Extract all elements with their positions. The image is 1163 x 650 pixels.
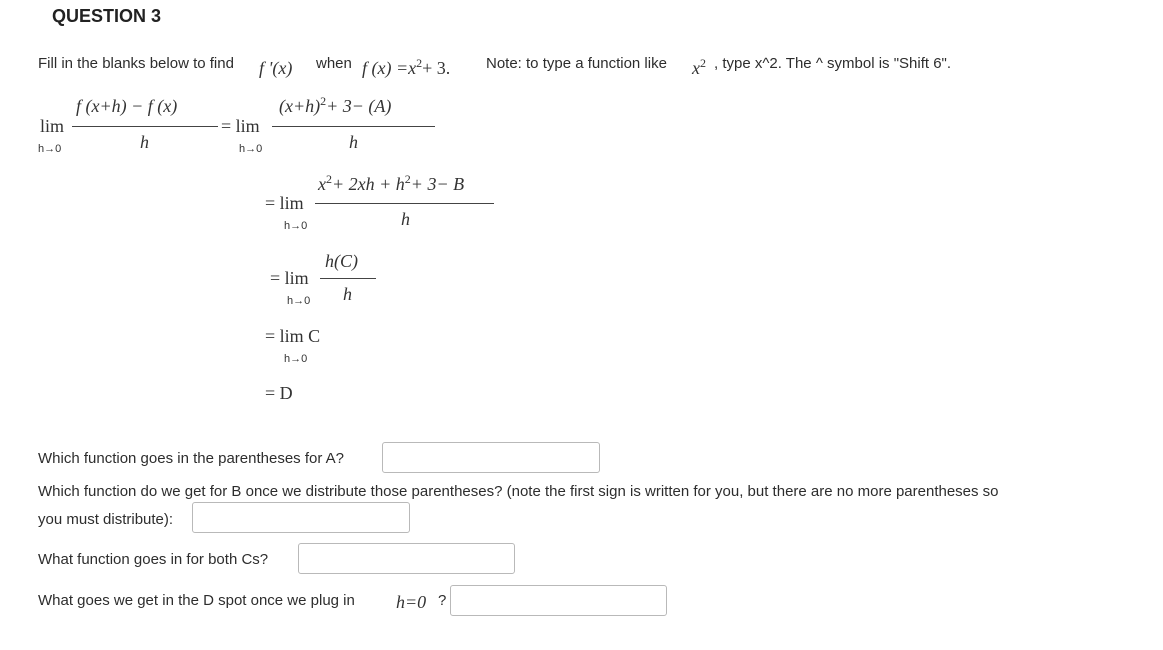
step3-numerator: h(C) xyxy=(325,251,358,271)
instruction-note-tail: , type x^2. The ^ symbol is "Shift 6". xyxy=(714,55,952,72)
difference-quotient-numerator: f (x+h) − f (x) xyxy=(76,96,178,116)
step1-numerator xyxy=(279,96,391,117)
instruction-function xyxy=(362,58,450,79)
example-x: x xyxy=(692,58,700,78)
step2-x: x xyxy=(318,174,326,194)
limit-lim-3: = lim xyxy=(265,193,304,213)
question-title: QUESTION 3 xyxy=(52,6,162,26)
question-d-math: h=0 xyxy=(396,592,427,612)
limit-lim-c: = lim C xyxy=(265,326,321,346)
step1-tail: + 3− (A) xyxy=(326,96,392,116)
limit-under-1: h→0 xyxy=(38,143,62,155)
instruction-when: when xyxy=(316,55,352,72)
question-c-label: What function goes in for both Cs? xyxy=(38,551,269,568)
fraction-denominator-2: h xyxy=(349,132,358,152)
fx-exponent: 2 xyxy=(416,56,423,70)
answer-c-input[interactable] xyxy=(298,543,515,574)
limit-lim-4: = lim xyxy=(270,268,309,288)
fraction-bar-3 xyxy=(315,203,494,204)
step2-numerator xyxy=(318,174,464,195)
question-b-label-line1: Which function do we get for B once we distribute those parentheses? (note the first sign is written for you, but there are no more parentheses so xyxy=(38,483,999,500)
answer-d-input[interactable] xyxy=(450,585,667,616)
step2-mid: + 2xh + h xyxy=(332,174,405,194)
question-b-label-line2: you must distribute): xyxy=(38,511,174,528)
fraction-bar-4 xyxy=(320,278,376,279)
result-d: = D xyxy=(265,383,293,403)
fx-base: f (x) =x xyxy=(362,58,417,78)
step2-exponent-2: 2 xyxy=(404,172,411,186)
step2-tail: + 3− B xyxy=(410,174,465,194)
fraction-denominator-3: h xyxy=(401,209,410,229)
answer-a-input[interactable] xyxy=(382,442,600,473)
instruction-fprime: f '(x) xyxy=(259,58,293,78)
limit-under-3: h→0 xyxy=(284,220,308,232)
fraction-denominator-4: h xyxy=(343,284,352,304)
instruction-note: Note: to type a function like xyxy=(486,55,667,72)
limit-under-5: h→0 xyxy=(284,353,308,365)
question-a-label: Which function goes in the parentheses for A? xyxy=(38,450,345,467)
step1-exponent: 2 xyxy=(320,94,327,108)
fraction-denominator-1: h xyxy=(140,132,149,152)
limit-under-2: h→0 xyxy=(239,143,263,155)
fx-tail: + 3. xyxy=(422,58,451,78)
fraction-bar-1 xyxy=(72,126,218,127)
question-d-mark: ? xyxy=(438,592,447,609)
question-d-label: What goes we get in the D spot once we plug in xyxy=(38,592,355,609)
step1-base: (x+h) xyxy=(279,96,321,116)
fraction-bar-2 xyxy=(272,126,435,127)
limit-under-4: h→0 xyxy=(287,295,311,307)
limit-lim-1: lim xyxy=(40,116,65,136)
limit-lim-2: = lim xyxy=(221,116,260,136)
instruction-prefix: Fill in the blanks below to find xyxy=(38,55,234,72)
step2-exponent-1: 2 xyxy=(326,172,332,186)
example-exponent: 2 xyxy=(700,56,706,70)
instruction-example xyxy=(692,58,706,79)
answer-b-input[interactable] xyxy=(192,502,410,533)
